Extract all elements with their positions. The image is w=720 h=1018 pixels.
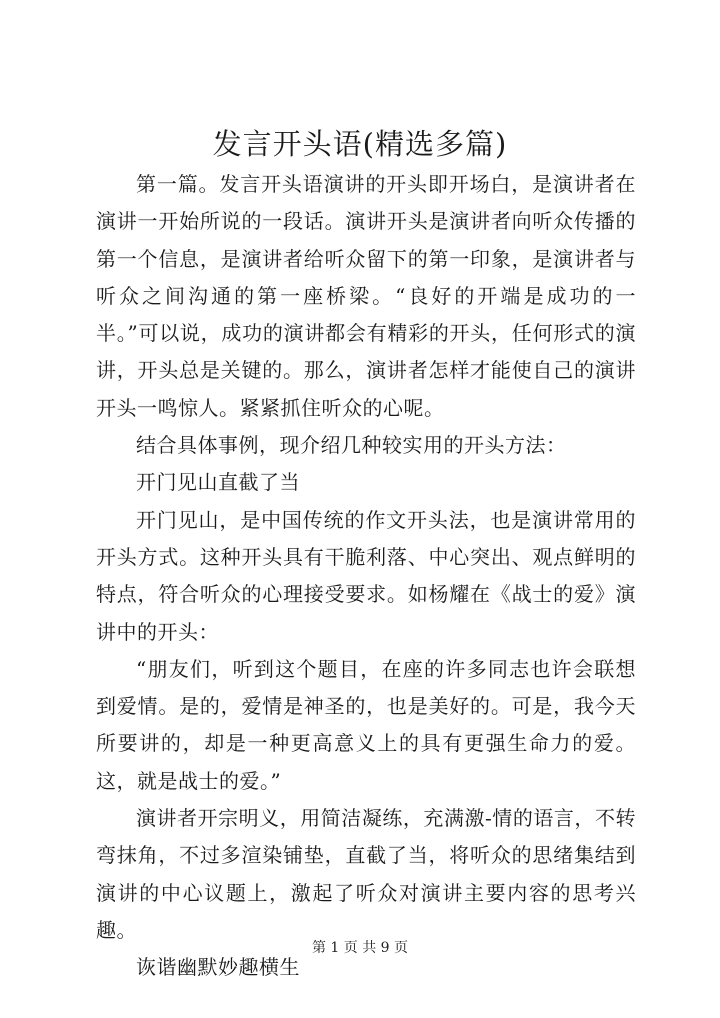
paragraph-intro: 第一篇。发言开头语演讲的开头即开场白，是演讲者在演讲一开始所说的一段话。演讲开头是演讲者向听众传播的第一个信息，是演讲者给听众留下的第一印象，是演讲者与听众之间沟通的第一座桥梁。“良好的开端是成功的一半。”可以说，成功的演讲都会有精彩的开头，任何形式的演讲，开头总是关键的。那么，演讲者怎样才能使自己的演讲开头一鸣惊人。紧紧抓住听众的心呢。 [96, 172, 636, 420]
section-heading-humor: 诙谐幽默妙趣横生 [136, 955, 300, 980]
section-heading-direct: 开门见山直截了当 [136, 470, 300, 495]
paragraph-direct-explain: 开门见山，是中国传统的作文开头法，也是演讲常用的开头方式。这种开头具有干脆利落、中心突出、观点鲜明的特点，符合听众的心理接受要求。如杨耀在《战士的爱》演讲中的开头： [96, 507, 636, 644]
page-number-footer: 第 1 页 共 9 页 [311, 940, 409, 956]
document-body [96, 166, 636, 987]
paragraph-analysis: 演讲者开宗明义，用简洁凝练，充满激-情的语言，不转弯抹角，不过多渲染铺垫，直截了当，将听众的思绪集结到演讲的中心议题上，激起了听众对演讲主要内容的思考兴趣。 [96, 806, 636, 942]
document-title: 发言开头语(精选多篇) [212, 127, 508, 161]
paragraph-methods-intro: 结合具体事例，现介绍几种较实用的开头方法： [136, 433, 567, 458]
paragraph-quote: “朋友们，听到这个题目，在座的许多同志也许会联想到爱情。是的，爱情是神圣的，也是美好的。可是，我今天所要讲的，却是一种更高意义上的具有更强生命力的爱。这，就是战士的爱。” [96, 656, 636, 793]
